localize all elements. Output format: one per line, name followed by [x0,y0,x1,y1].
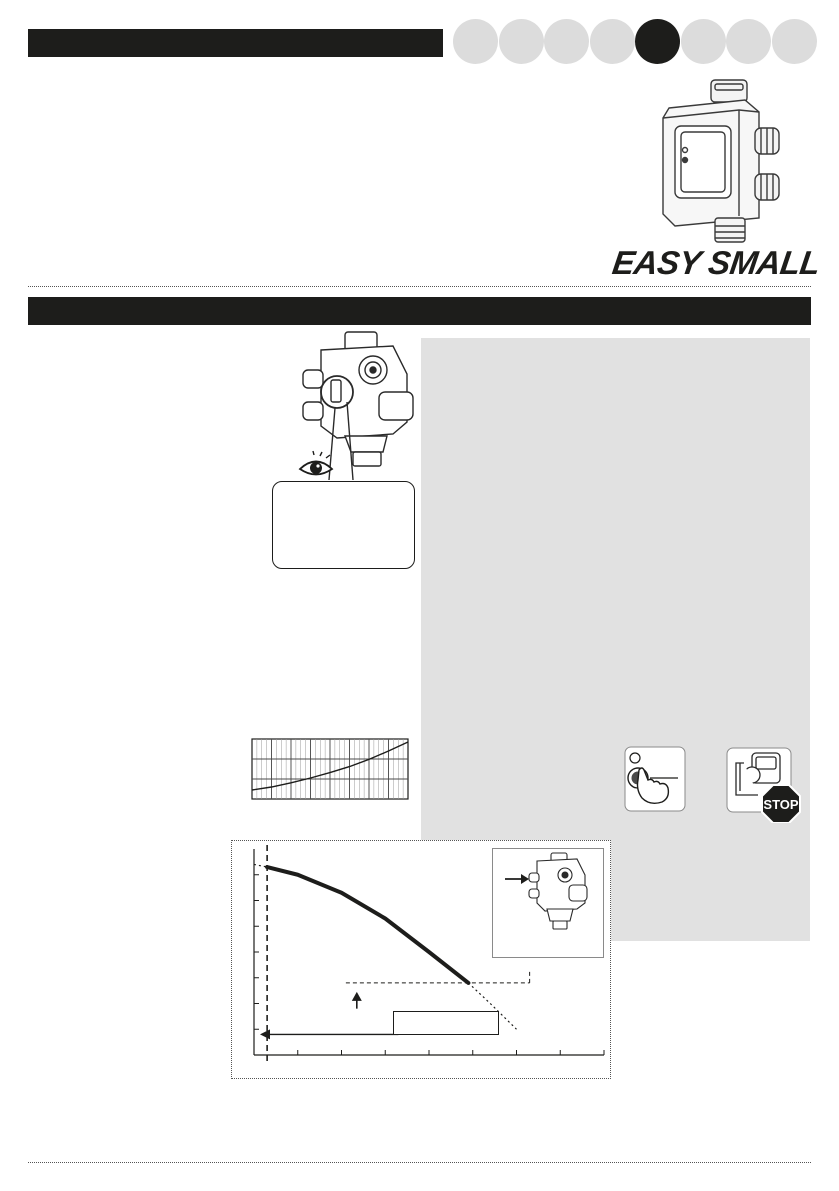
footer-separator [28,1162,811,1163]
hand-press-button-icon [624,746,686,812]
pump-controller-small-icon [493,849,603,957]
brand-logo: EASY SMALL [610,244,823,281]
button-press-illustration [624,746,686,812]
chapter-tab-4[interactable] [590,19,635,64]
callout-box [272,481,415,569]
chapter-tab-6[interactable] [681,19,726,64]
chapter-tab-3[interactable] [544,19,589,64]
eye-icon-wrap [296,450,338,480]
header-separator [28,286,811,287]
chapter-tab-8[interactable] [772,19,817,64]
chapter-tab-5[interactable] [635,19,680,64]
product-image [655,78,785,246]
chapter-tab-2[interactable] [499,19,544,64]
chart-inset-box [492,848,604,958]
stop-sign-text: STOP [763,797,799,812]
header-bar [28,29,443,57]
chapter-tab-1[interactable] [453,19,498,64]
chart1-left-arrow-head [260,1029,270,1039]
chapter-tab-7[interactable] [726,19,771,64]
pump-controller-icon [655,78,785,246]
chart1-series-0 [267,867,468,983]
chart1-series-2 [254,864,267,867]
chart1-up-arrow-head [352,992,362,1001]
section-bar [28,297,811,325]
chart-label-box [393,1011,499,1035]
stop-illustration [726,747,808,823]
small-curve-chart [248,737,410,803]
small-curve-chart-svg [248,737,410,803]
eye-icon [296,450,338,480]
stop-sign-icon [726,747,808,823]
